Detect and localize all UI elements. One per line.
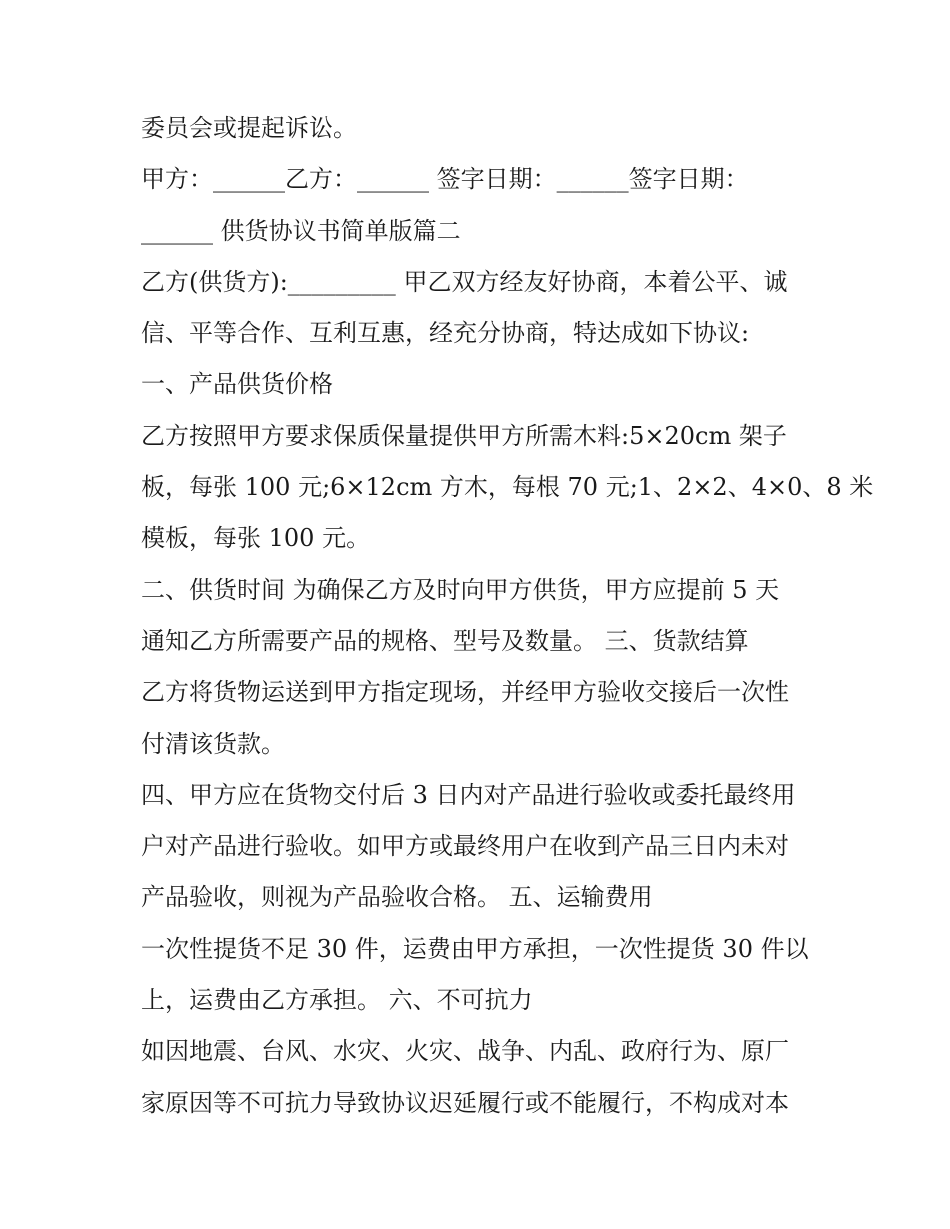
text-line: 户对产品进行验收。如甲方或最终用户在收到产品三日内未对: [141, 832, 789, 861]
text-line: 模板，每张 100 元。: [141, 524, 371, 553]
text-line: 乙方(供货方):_________ 甲乙双方经友好协商，本着公平、诚: [141, 267, 788, 296]
text-line: 板，每张 100 元;6×12cm 方木，每根 70 元;1、2×2、4×0、8 米: [141, 473, 874, 502]
text-line: 四、甲方应在货物交付后 3 日内对产品进行验收或委托最终用: [141, 780, 796, 809]
text-line: 付清该货款。: [141, 729, 285, 758]
text-line: 产品验收，则视为产品验收合格。 五、运输费用: [141, 883, 653, 912]
section-heading: 一、产品供货价格: [141, 370, 333, 399]
text-line: 如因地震、台风、水灾、火灾、战争、内乱、政府行为、原厂: [141, 1037, 789, 1066]
text-line: ______ 供货协议书简单版篇二: [141, 216, 461, 245]
text-line: 乙方将货物运送到甲方指定现场，并经甲方验收交接后一次性: [141, 678, 789, 707]
text-line: 委员会或提起诉讼。: [141, 114, 357, 142]
text-line: 乙方按照甲方要求保质保量提供甲方所需木料:5×20cm 架子: [141, 421, 787, 450]
text-line: 通知乙方所需要产品的规格、型号及数量。 三、货款结算: [141, 626, 749, 655]
text-line: 上，运费由乙方承担。 六、不可抗力: [141, 986, 533, 1015]
text-line: 信、平等合作、互利互惠，经充分协商，特达成如下协议:: [141, 319, 750, 348]
text-line: 甲方：______乙方：______ 签字日期：______签字日期：: [141, 165, 749, 194]
text-line: 一次性提货不足 30 件，运费由甲方承担，一次性提货 30 件以: [141, 934, 809, 963]
text-line: 二、供货时间 为确保乙方及时向甲方供货，甲方应提前 5 天: [141, 575, 780, 604]
document-body: [141, 103, 874, 1129]
text-line: 家原因等不可抗力导致协议迟延履行或不能履行，不构成对本: [141, 1088, 789, 1117]
